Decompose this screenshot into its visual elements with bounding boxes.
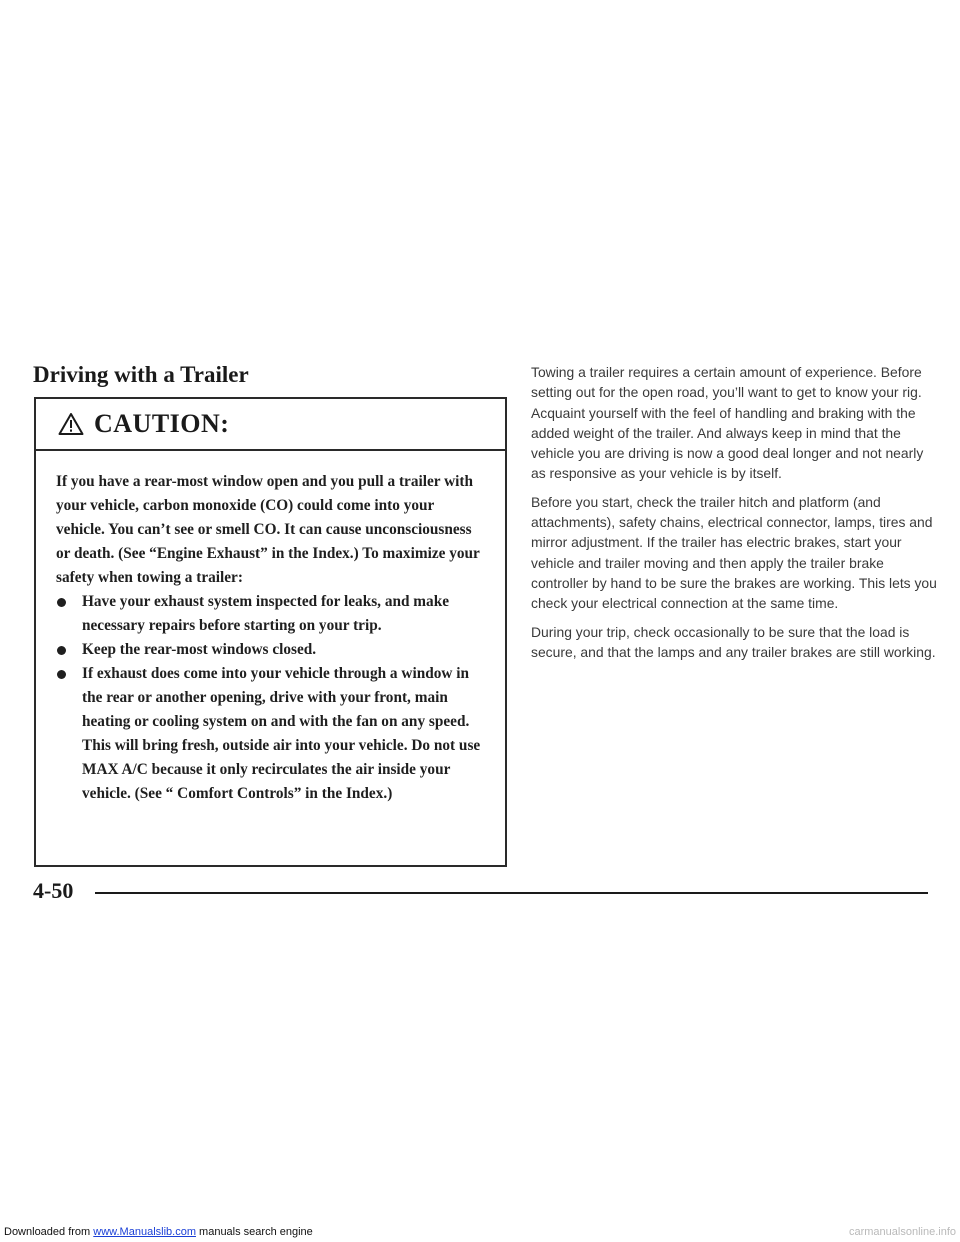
bullet-dot-icon <box>57 598 66 607</box>
download-source-note <box>4 1226 313 1238</box>
caution-bullet-list <box>56 590 481 806</box>
caution-box <box>34 397 507 867</box>
download-note-prefix: Downloaded from <box>4 1226 94 1238</box>
watermark: carmanualsonline.info <box>848 1226 956 1238</box>
bullet-dot-icon <box>57 646 66 655</box>
caution-bullet-text: Have your exhaust system inspected for leaks, and make necessary repairs before starting on your trip. <box>82 593 449 634</box>
body-paragraph: Before you start, check the trailer hitch and platform (and attachments), safety chains, electrical connector, lamps, tires and mirror adjustment. If the trailer has electric brakes, start your vehicle and trailer moving and then apply the trailer brake controller by hand to be sure the brakes are working. This lets you check your electrical connection at the same time. <box>531 493 937 612</box>
page-number: 4-50 <box>33 878 74 903</box>
caution-label: CAUTION: <box>94 409 230 438</box>
warning-triangle-icon <box>58 412 84 436</box>
caution-bullet-item <box>56 638 481 662</box>
manualslib-link[interactable]: www.Manualslib.com <box>93 1226 196 1238</box>
caution-bullet-item <box>56 662 481 806</box>
download-note-suffix: manuals search engine <box>195 1226 313 1238</box>
caution-body <box>36 451 505 806</box>
caution-bullet-text: Keep the rear-most windows closed. <box>82 641 317 658</box>
caution-intro: If you have a rear-most window open and you pull a trailer with your vehicle, carbon monoxide (CO) could come into your vehicle. You can’t see or smell CO. It can cause unconsciousness or death. (See “Engine Exhaust” in the Index.) To maximize your safety when towing a trailer: <box>56 473 480 586</box>
caution-bullet-item <box>56 590 481 638</box>
body-paragraph: During your trip, check occasionally to be sure that the load is secure, and that the lamps and any trailer brakes are still working. <box>531 623 936 660</box>
page-footer <box>33 878 928 906</box>
body-paragraph: Towing a trailer requires a certain amount of experience. Before setting out for the open road, you’ll want to get to know your rig. Acquaint yourself with the feel of handling and braking with the added weight of the trailer. And always keep in mind that the vehicle you are driving is now a good deal longer and not nearly as responsive as your vehicle is by itself. <box>531 364 924 482</box>
footer-divider <box>95 892 928 894</box>
section-title: Driving with a Trailer <box>33 362 249 387</box>
caution-bullet-text: If exhaust does come into your vehicle through a window in the rear or another opening, drive with your front, main heating or cooling system on and with the fan on any speed. This will bring fresh, outside air into your vehicle. Do not use MAX A/C because it only recirculates the air inside your vehicle. (See “ Comfort Controls” in the Index.) <box>82 665 481 802</box>
bullet-dot-icon <box>57 670 66 679</box>
body-text-column <box>531 362 939 670</box>
caution-header <box>36 399 505 451</box>
